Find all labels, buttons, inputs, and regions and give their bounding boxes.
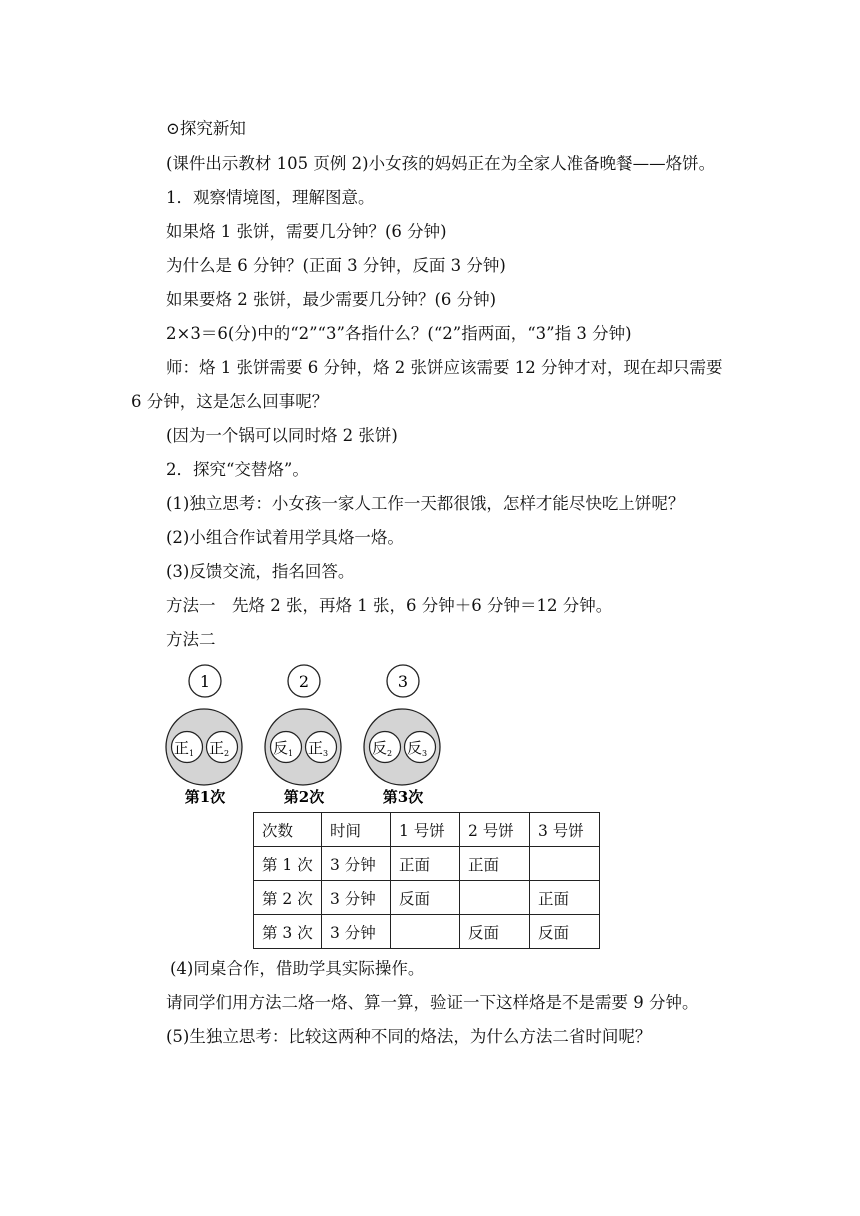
text-line: (3)反馈交流，指名回答。 [166,562,355,581]
step-number: 3 [397,672,409,691]
table-cell [530,847,600,881]
text-line: 方法一 先烙 2 张，再烙 1 张，6 分钟＋6 分钟＝12 分钟。 [166,596,613,615]
text-line: 1．观察情境图，理解图意。 [166,188,375,207]
table-cell: 正面 [530,881,600,915]
text-line: 师：烙 1 张饼需要 6 分钟，烙 2 张饼应该需要 12 分钟才对，现在却只需要 [166,358,723,377]
cake-label: 正$_2$ [208,739,230,758]
table-cell: 第 1 次 [254,847,322,881]
text-line: 请同学们用方法二烙一烙、算一算，验证一下这样烙是不是需要 9 分钟。 [166,993,699,1012]
table-cell: 反面 [460,915,530,949]
pan-label: 第1次 [184,788,226,806]
table-cell [391,915,460,949]
text-line: 如果要烙 2 张饼，最少需要几分钟？(6 分钟) [166,290,497,309]
table-header-cell: 1 号饼 [391,813,460,847]
table-cell: 第 2 次 [254,881,322,915]
step-number: 2 [298,672,310,691]
table-header-cell: 3 号饼 [530,813,600,847]
text-line: 6 分钟，这是怎么回事呢？ [131,392,329,411]
text-line: (课件出示教材 105 页例 2)小女孩的妈妈正在为全家人准备晚餐——烙饼。 [166,154,716,173]
table-cell: 3 分钟 [322,915,391,949]
table-cell: 正面 [391,847,460,881]
text-line: (2)小组合作试着用学具烙一烙。 [166,528,404,547]
table-cell: 反面 [530,915,600,949]
table-cell [460,881,530,915]
pan-1 [166,665,242,806]
table-header-cell: 次数 [254,813,322,847]
pan-label: 第3次 [382,788,424,806]
cake-label: 正$_3$ [307,739,329,758]
cake-label: 反$_1$ [272,739,294,758]
table-header-row [254,813,600,847]
table-row [254,847,600,881]
table-cell: 正面 [460,847,530,881]
table-cell: 3 分钟 [322,847,391,881]
cake-label: 反$_3$ [406,739,428,758]
pan-diagram [160,662,460,812]
cake-label: 反$_2$ [371,739,393,758]
text-line: (5)生独立思考：比较这两种不同的烙法，为什么方法二省时间呢？ [166,1027,652,1046]
table-cell: 反面 [391,881,460,915]
text-line: 2×3＝6(分)中的“2”“3”各指什么？(“2”指两面，“3”指 3 分钟) [166,324,632,343]
pan-2 [265,665,341,806]
cake-label: 正$_1$ [173,739,195,758]
text-line: 为什么是 6 分钟？(正面 3 分钟，反面 3 分钟) [166,256,506,275]
pan-3 [364,665,440,806]
text-line: 2．探究“交替烙”。 [166,460,309,479]
table-cell: 第 3 次 [254,915,322,949]
text-line: (4)同桌合作，借助学具实际操作。 [170,959,425,978]
table-row [254,915,600,949]
table-cell: 3 分钟 [322,881,391,915]
text-line: (因为一个锅可以同时烙 2 张饼) [166,426,398,445]
text-line: (1)独立思考：小女孩一家人工作一天都很饿，怎样才能尽快吃上饼呢？ [166,494,685,513]
step-number: 1 [199,672,211,691]
pan-label: 第2次 [283,788,325,806]
section-heading: ⊙探究新知 [166,119,246,138]
table-header-cell: 时间 [322,813,391,847]
table-header-cell: 2 号饼 [460,813,530,847]
text-line: 方法二 [166,630,216,649]
table-row [254,881,600,915]
method-table [253,812,600,949]
text-line: 如果烙 1 张饼，需要几分钟？(6 分钟) [166,222,447,241]
